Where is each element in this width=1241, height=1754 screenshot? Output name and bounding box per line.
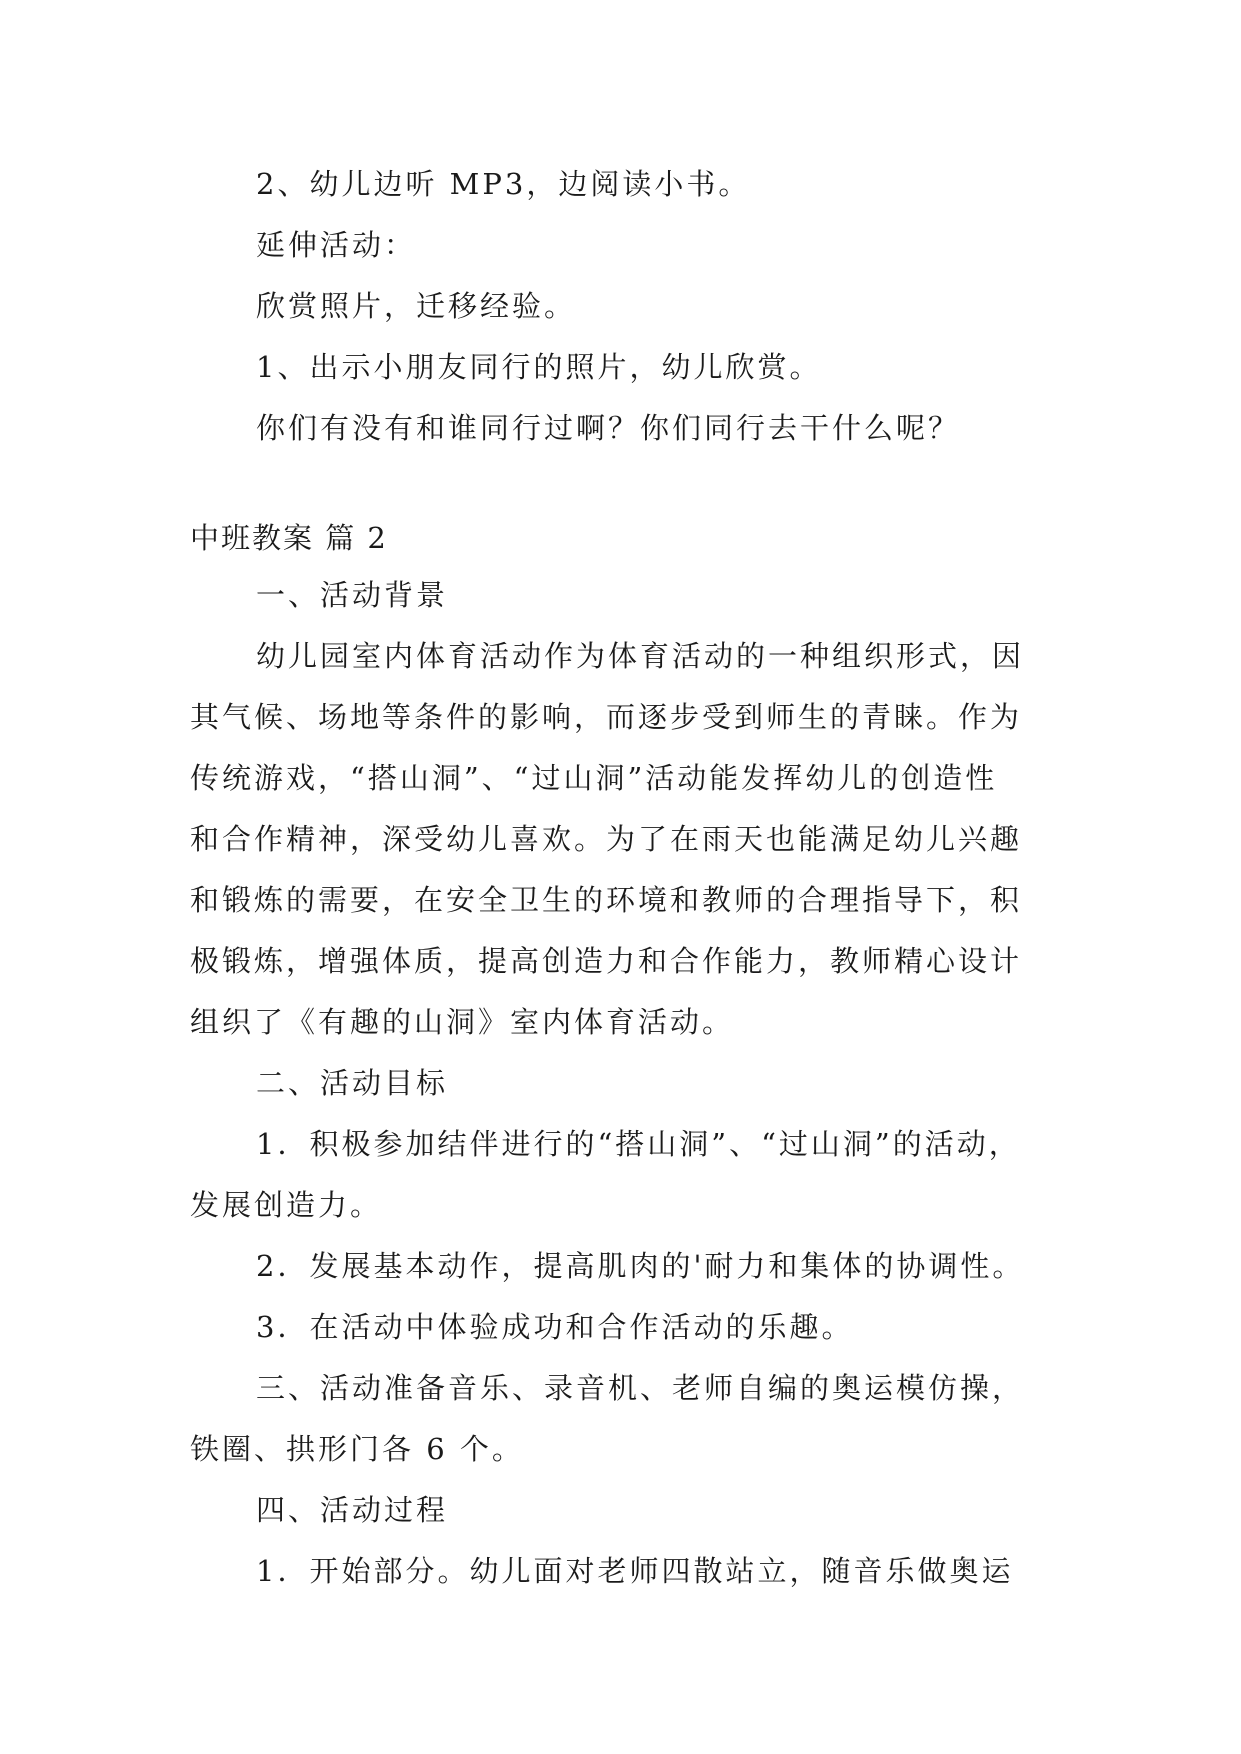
paragraph-line: 1．开始部分。幼儿面对老师四散站立，随音乐做奥运 bbox=[256, 1554, 1014, 1588]
section-heading: 一、活动背景 bbox=[256, 578, 449, 612]
paragraph-line: 2．发展基本动作，提高肌肉的'耐力和集体的协调性。 bbox=[256, 1249, 1025, 1283]
paragraph-line: 1、出示小朋友同行的照片，幼儿欣赏。 bbox=[256, 350, 822, 384]
paragraph-line: 延伸活动： bbox=[256, 228, 417, 262]
section-heading: 二、活动目标 bbox=[256, 1066, 449, 1100]
paragraph-line: 极锻炼，增强体质，提高创造力和合作能力，教师精心设计 bbox=[190, 944, 1023, 978]
paragraph-line: 1．积极参加结伴进行的“搭山洞”、“过山洞”的活动， bbox=[256, 1127, 1021, 1161]
paragraph-line: 组织了《有趣的山洞》室内体育活动。 bbox=[190, 1005, 735, 1039]
section-heading: 三、活动准备音乐、录音机、老师自编的奥运模仿操， bbox=[256, 1371, 1025, 1405]
paragraph-line: 铁圈、拱形门各 6 个。 bbox=[190, 1432, 524, 1466]
section-heading: 四、活动过程 bbox=[256, 1493, 449, 1527]
paragraph-line: 2、幼儿边听 MP3，边阅读小书。 bbox=[256, 167, 751, 201]
paragraph-line: 和锻炼的需要，在安全卫生的环境和教师的合理指导下，积 bbox=[190, 883, 1023, 917]
paragraph-line: 欣赏照片，迁移经验。 bbox=[256, 289, 577, 323]
section-title: 中班教案 篇 2 bbox=[190, 521, 388, 555]
paragraph-line: 传统游戏，“搭山洞”、“过山洞”活动能发挥幼儿的创造性 bbox=[190, 761, 998, 795]
paragraph-line: 你们有没有和谁同行过啊？你们同行去干什么呢？ bbox=[256, 411, 961, 445]
paragraph-line: 发展创造力。 bbox=[190, 1188, 383, 1222]
paragraph-line: 其气候、场地等条件的影响，而逐步受到师生的青睐。作为 bbox=[190, 700, 1023, 734]
paragraph-line: 和合作精神，深受幼儿喜欢。为了在雨天也能满足幼儿兴趣 bbox=[190, 822, 1023, 856]
paragraph-line: 幼儿园室内体育活动作为体育活动的一种组织形式，因 bbox=[256, 639, 1025, 673]
paragraph-line: 3．在活动中体验成功和合作活动的乐趣。 bbox=[256, 1310, 854, 1344]
